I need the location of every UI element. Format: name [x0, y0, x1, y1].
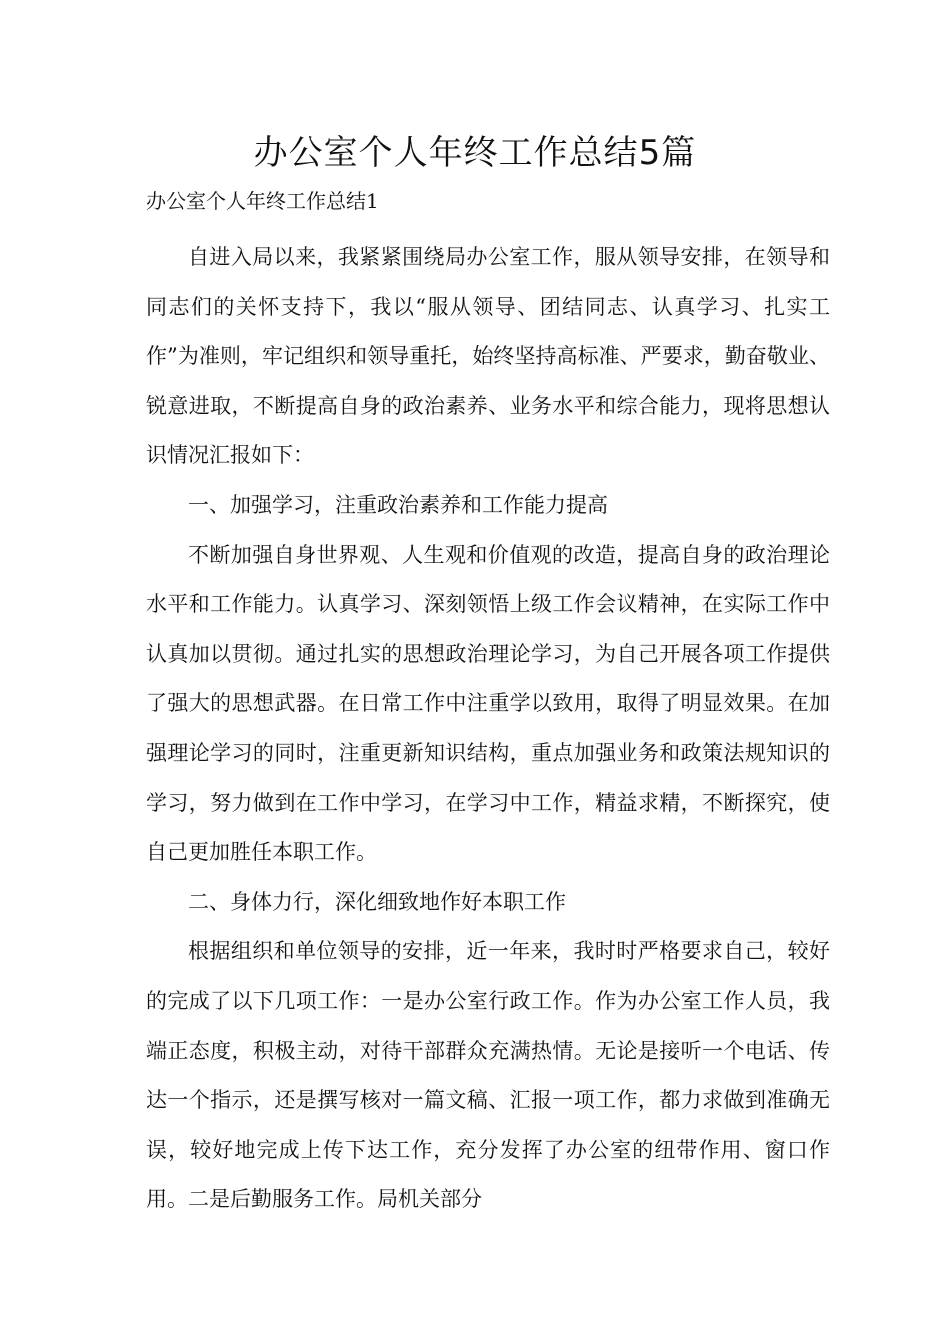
paragraph-duties: 根据组织和单位领导的安排，近一年来，我时时严格要求自己，较好的完成了以下几项工作：一是办公室行政工作。作为办公室工作人员，我端正态度，积极主动，对待干部群众充满热情。无论是接听一个电话、传达一个指示，还是撰写核对一篇文稿、汇报一项工作，都力求做到准确无误，较好地完成上传下达工作，充分发挥了办公室的纽带作用、窗口作用。二是后勤服务工作。局机关部分	[146, 939, 830, 1212]
document-body	[146, 233, 830, 1225]
section-heading-1: 一、加强学习，注重政治素养和工作能力提高	[188, 492, 608, 517]
paragraph-study: 不断加强自身世界观、人生观和价值观的改造，提高自身的政治理论水平和工作能力。认真学习、深刻领悟上级工作会议精神，在实际工作中认真加以贯彻。通过扎实的思想政治理论学习，为自己开展各项工作提供了强大的思想武器。在日常工作中注重学以致用，取得了明显效果。在加强理论学习的同时，注重更新知识结构，重点加强业务和政策法规知识的学习，努力做到在工作中学习，在学习中工作，精益求精，不断探究，使自己更加胜任本职工作。	[146, 542, 830, 865]
section-heading-2: 二、身体力行，深化细致地作好本职工作	[188, 889, 566, 914]
paragraph-intro: 自进入局以来，我紧紧围绕局办公室工作，服从领导安排，在领导和同志们的关怀支持下，我以“服从领导、团结同志、认真学习、扎实工作”为准则，牢记组织和领导重托，始终坚持高标准、严要求，勤奋敬业、锐意进取，不断提高自身的政治素养、业务水平和综合能力，现将思想认识情况汇报如下：	[146, 245, 830, 468]
document-title: 办公室个人年终工作总结5篇	[253, 133, 697, 173]
section-subtitle: 办公室个人年终工作总结1	[146, 189, 379, 213]
